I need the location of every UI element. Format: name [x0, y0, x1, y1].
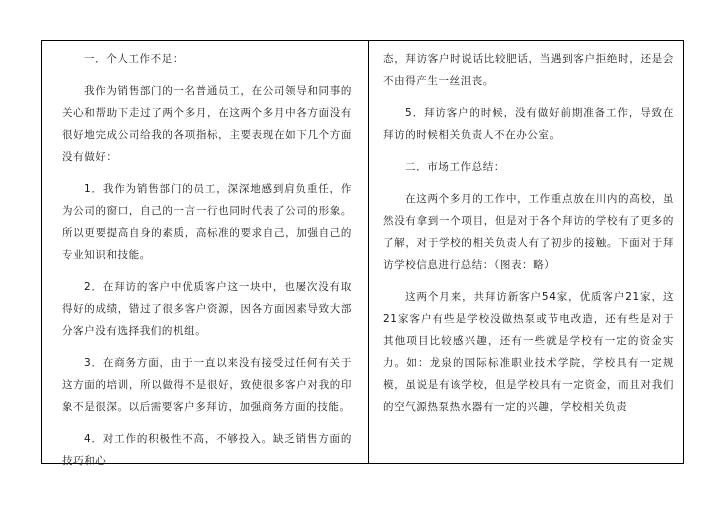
- paragraph-item-4: 4．对工作的积极性不高，不够投入。缺乏销售方面的技巧和心: [62, 433, 352, 467]
- paragraph-item-1: 1．我作为销售部门的员工，深深地感到肩负重任，作为公司的窗口，自己的一言一行也同时代表了公司的形象。所以更要提高自身的素质，高标准的要求自己，加强自己的专业知识和技能。: [62, 183, 352, 261]
- paragraph-client-visits: 这两个月来，共拜访新客户54家，优质客户21家，这21家客户有些是学校没做热泵或节电改造，还有些是对于其他项目比较感兴趣，还有一些就是学校有一定的资金实力。如：龙泉的国际标准职业技术学院，学校具有一定规模，虽说是有该学校，但是学校具有一定资金，而且对我们的空气源热泵热水器有一定的兴趣，学校相关负责: [383, 291, 674, 413]
- column-divider: [368, 40, 369, 464]
- paragraph-item-2: 2．在拜访的客户中优质客户这一块中，也屡次没有取得好的成绩，错过了很多客户资源，因各方面因素导致大部分客户没有选择我们的机组。: [62, 281, 352, 337]
- paragraph-intro: 我作为销售部门的一名普通员工，在公司领导和同事的关心和帮助下走过了两个多月，在这两个多月中各方面没有很好地完成公司给我的各项指标，主要表现在如下几个方面没有做好：: [62, 85, 352, 163]
- section-heading-personal-shortcomings: 一．个人工作不足：: [84, 53, 184, 65]
- paragraph-market-work: 在这两个多月的工作中，工作重点放在川内的高校，虽然没有拿到一个项目，但是对于各个拜访的学校有了更多的了解，对于学校的相关负责人有了初步的接触。下面对于拜访学校信息进行总结：（图表：略）: [383, 193, 674, 271]
- paragraph-item-4-continued: 态，拜访客户时说话比较肥话，当遇到客户拒绝时，还是会不由得产生一丝沮丧。: [383, 53, 674, 87]
- paragraph-item-5: 5．拜访客户的时候，没有做好前期准备工作，导致在拜访的时候相关负责人不在办公室。: [383, 107, 674, 141]
- left-column: [62, 48, 352, 482]
- right-column: [383, 48, 674, 428]
- paragraph-item-3: 3．在商务方面，由于一直以来没有接受过任何有关于这方面的培训，所以做得不是很好，致使很多客户对我的印象不是很深。以后需要客户多拜访，加强商务方面的技能。: [62, 357, 352, 413]
- section-heading-market-summary: 二．市场工作总结：: [405, 161, 505, 173]
